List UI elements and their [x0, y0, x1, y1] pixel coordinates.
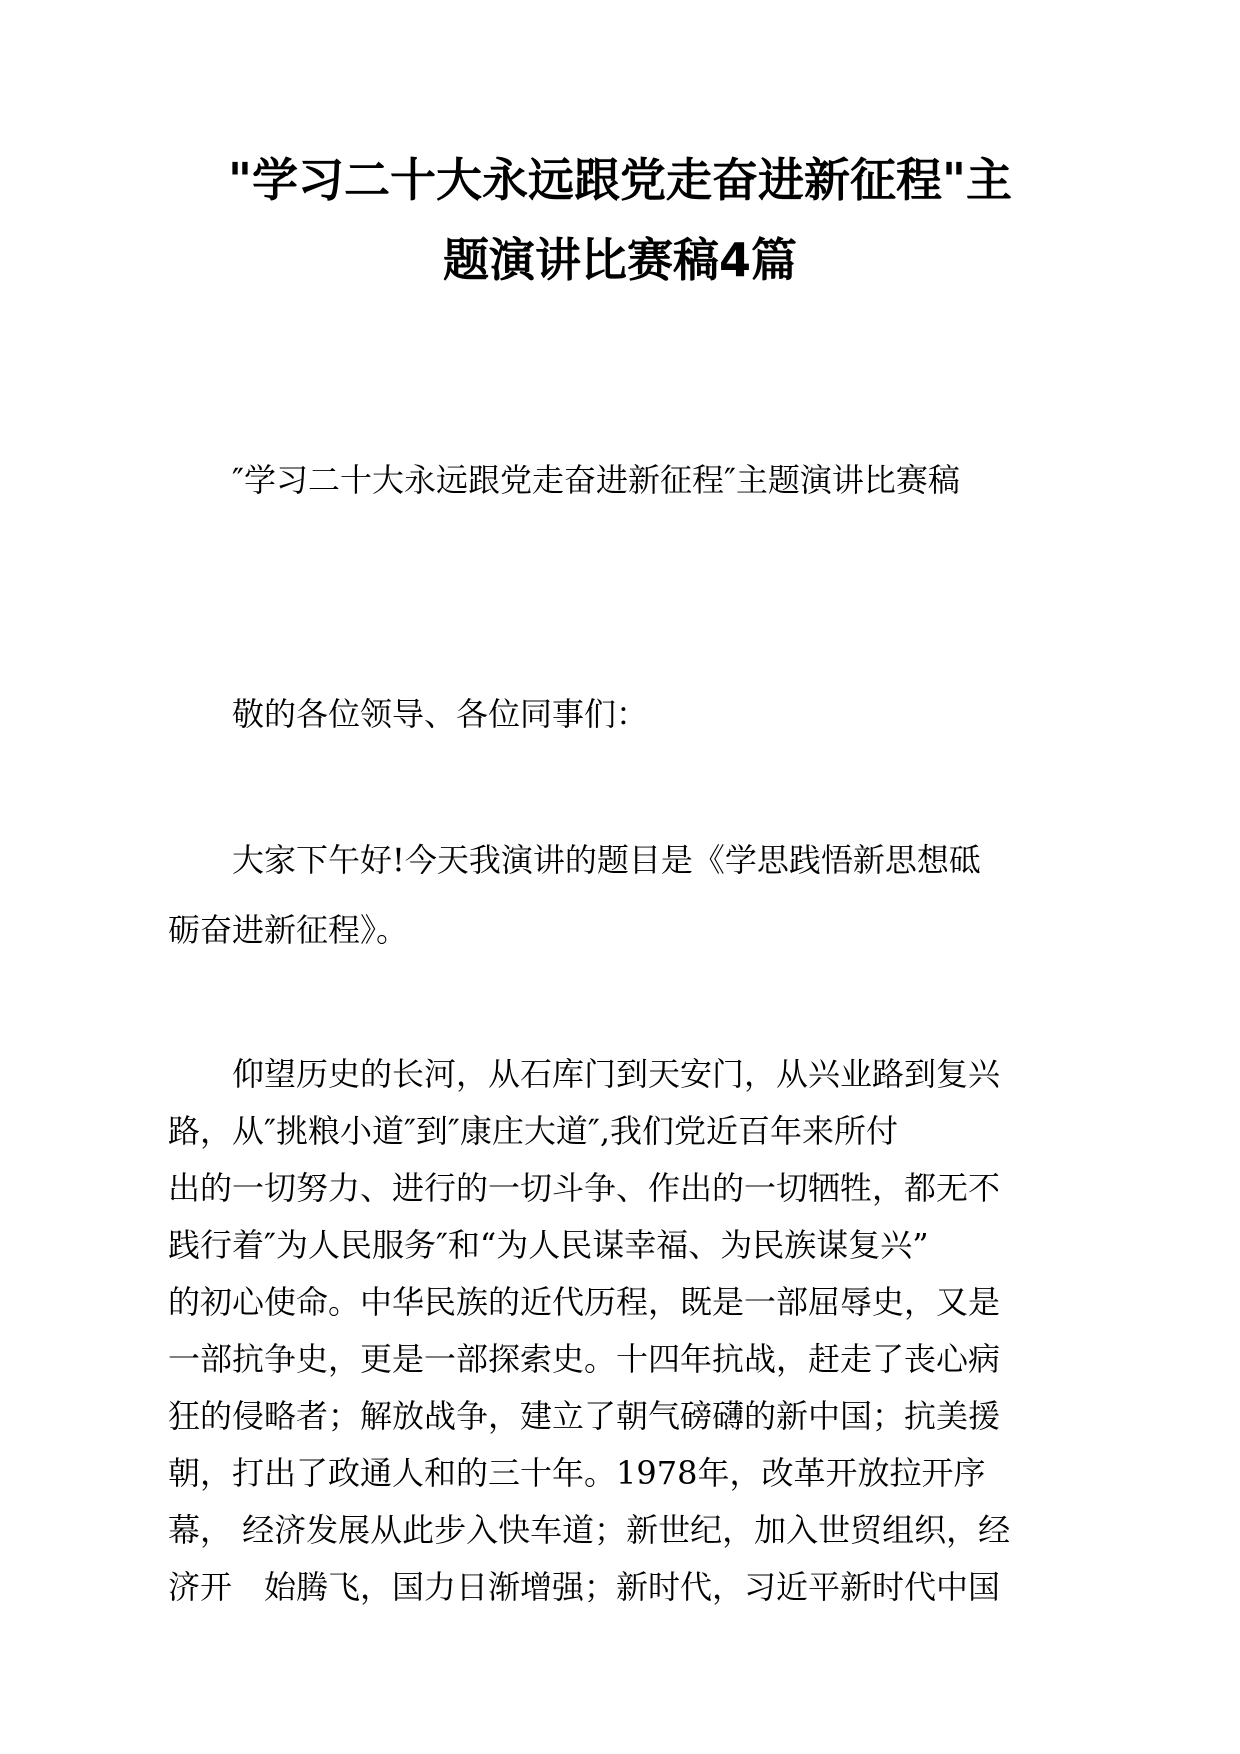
paragraph-line: 路，从″挑粮小道″到″康庄大道″,我们党近百年来所付: [168, 1112, 898, 1150]
paragraph-line: 一部抗争史，更是一部探索史。十四年抗战，赶走了丧心病: [168, 1340, 1001, 1378]
paragraph-line: 的初心使命。中华民族的近代历程，既是一部屈辱史，又是: [168, 1283, 1001, 1321]
document-title-line-2: 题演讲比赛稿4篇: [442, 233, 797, 287]
paragraph-line: 狂的侵略者；解放战争，建立了朝气磅礴的新中国；抗美援: [168, 1397, 1001, 1435]
paragraph-line: 幕， 经济发展从此步入快车道；新世纪，加入世贸组织，经: [168, 1511, 1011, 1549]
salutation: 敬的各位领导、各位同事们：: [232, 695, 649, 733]
paragraph-line: 仰望历史的长河，从石库门到天安门，从兴业路到复兴: [232, 1055, 1001, 1093]
document-title-line-1: "学习二十大永远跟党走奋进新征程"主: [228, 153, 1012, 207]
speech-subtitle: ″学习二十大永远跟党走奋进新征程″主题演讲比赛稿: [232, 461, 960, 499]
paragraph-line: 朝，打出了政通人和的三十年。1978年，改革开放拉开序: [168, 1454, 986, 1492]
paragraph-line: 出的一切努力、进行的一切斗争、作出的一切牺牲，都无不: [168, 1169, 1001, 1207]
intro-line-1: 大家下午好!今天我演讲的题目是《学思践悟新思想砥: [232, 841, 981, 879]
paragraph-line: 践行着″为人民服务″和“为人民谋幸福、为民族谋复兴”: [168, 1226, 929, 1264]
main-paragraph: [168, 1046, 1048, 1616]
intro-line-2: 砺奋进新征程》。: [168, 911, 409, 949]
paragraph-line: 济开 始腾飞，国力日渐增强；新时代，习近平新时代中国: [168, 1568, 1001, 1606]
